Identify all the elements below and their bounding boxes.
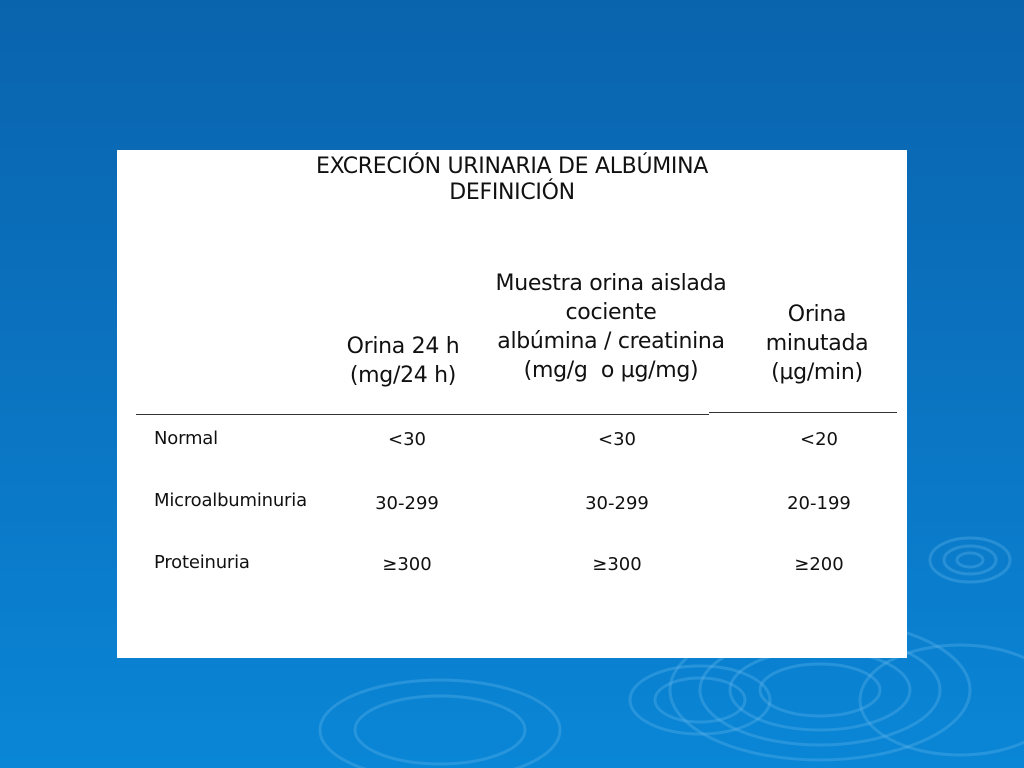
column-header-line: Orina bbox=[787, 302, 847, 327]
header-divider bbox=[709, 412, 897, 413]
slide-subtitle: DEFINICIÓN bbox=[449, 180, 575, 205]
column-header-line: (mg/g o µg/mg) bbox=[523, 358, 699, 383]
table-cell: <30 bbox=[388, 429, 426, 450]
table-cell: ≥300 bbox=[592, 554, 642, 575]
table-cell: 20-199 bbox=[787, 493, 851, 514]
slide-title: EXCRECIÓN URINARIA DE ALBÚMINA bbox=[315, 154, 709, 179]
column-header-line: albúmina / creatinina bbox=[497, 329, 725, 354]
column-header-line: (mg/24 h) bbox=[349, 363, 457, 388]
column-header-line: minutada bbox=[765, 331, 869, 356]
column-header-muestra-aislada bbox=[477, 269, 745, 385]
table-cell: <20 bbox=[800, 429, 838, 450]
table-panel bbox=[117, 150, 907, 658]
header-divider bbox=[136, 414, 326, 415]
row-label-normal: Normal bbox=[154, 428, 218, 449]
table-cell: ≥300 bbox=[382, 554, 432, 575]
table-cell: <30 bbox=[598, 429, 636, 450]
table-cell: 30-299 bbox=[585, 493, 649, 514]
header-divider bbox=[326, 414, 709, 415]
column-header-orina-24h bbox=[323, 332, 483, 390]
row-label-proteinuria: Proteinuria bbox=[154, 552, 250, 573]
column-header-orina-minutada bbox=[737, 300, 897, 387]
column-header-line: Orina 24 h bbox=[346, 334, 460, 359]
table-cell: 30-299 bbox=[375, 493, 439, 514]
row-label-microalbuminuria: Microalbuminuria bbox=[154, 490, 307, 511]
column-header-line: (µg/min) bbox=[771, 360, 863, 385]
column-header-line: cociente bbox=[565, 300, 657, 325]
column-header-line: Muestra orina aislada bbox=[495, 271, 727, 296]
table-cell: ≥200 bbox=[794, 554, 844, 575]
